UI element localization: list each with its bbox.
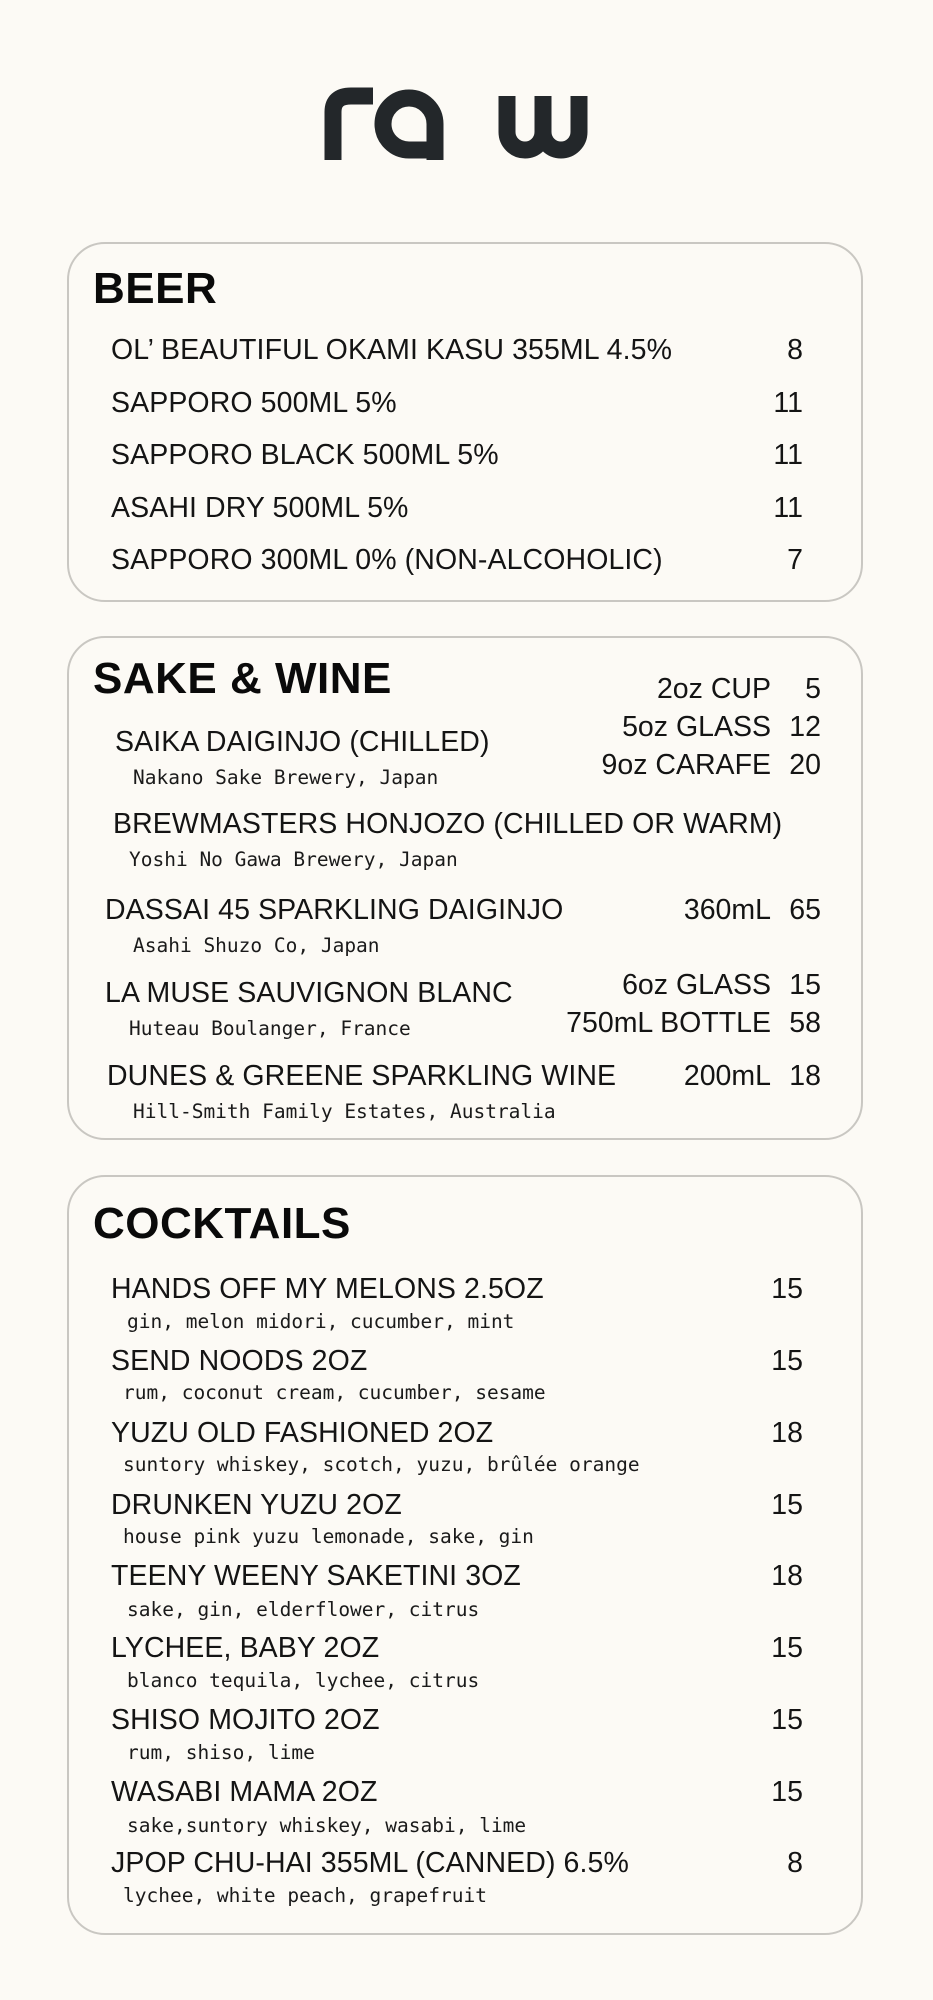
item-price: 8 xyxy=(787,334,803,366)
item-name: DUNES & GREENE SPARKLING WINE xyxy=(107,1060,617,1092)
section-title-beer: BEER xyxy=(93,264,218,313)
item-name: ASAHI DRY 500ML 5% xyxy=(111,492,409,524)
pour-option xyxy=(622,711,821,744)
option-price: 18 xyxy=(789,1060,821,1092)
raw-logo-wordmark xyxy=(317,60,617,170)
item-name: LYCHEE, BABY 2OZ xyxy=(111,1632,380,1664)
option-price: 65 xyxy=(789,894,821,926)
item-price: 15 xyxy=(771,1489,803,1521)
pour-size: 5oz GLASS xyxy=(622,711,771,743)
logo-text xyxy=(0,60,1,61)
item-price: 15 xyxy=(771,1273,803,1305)
pour-option xyxy=(657,673,821,706)
item-price: 18 xyxy=(771,1417,803,1449)
item-option xyxy=(622,969,821,1002)
item-origin: Yoshi No Gawa Brewery, Japan xyxy=(129,848,458,871)
item-origin: Asahi Shuzo Co, Japan xyxy=(133,934,380,957)
item-price: 15 xyxy=(771,1345,803,1377)
item-price: 11 xyxy=(773,387,803,419)
item-ingredients: gin, melon midori, cucumber, mint xyxy=(127,1310,515,1333)
item-origin: Huteau Boulanger, France xyxy=(129,1017,411,1040)
item-name: HANDS OFF MY MELONS 2.5OZ xyxy=(111,1273,544,1305)
item-price: 15 xyxy=(771,1632,803,1664)
raw-logo xyxy=(0,60,933,170)
item-ingredients: sake,suntory whiskey, wasabi, lime xyxy=(127,1814,527,1837)
section-title-sake-wine: SAKE & WINE xyxy=(93,654,392,703)
option-price: 58 xyxy=(789,1007,821,1039)
item-name: OL’ BEAUTIFUL OKAMI KASU 355ML 4.5% xyxy=(111,334,673,366)
item-option xyxy=(566,1007,821,1040)
item-name: YUZU OLD FASHIONED 2OZ xyxy=(111,1417,494,1449)
item-origin: Hill-Smith Family Estates, Australia xyxy=(133,1100,556,1123)
item-name: DRUNKEN YUZU 2OZ xyxy=(111,1489,402,1521)
pour-size: 2oz CUP xyxy=(656,673,771,705)
item-name: SEND NOODS 2OZ xyxy=(111,1345,368,1377)
option-price: 15 xyxy=(789,969,821,1001)
item-name: WASABI MAMA 2OZ xyxy=(111,1776,378,1808)
item-ingredients: sake, gin, elderflower, citrus xyxy=(127,1598,480,1621)
beer-section xyxy=(67,242,863,602)
pour-option xyxy=(602,749,821,782)
item-option xyxy=(684,1060,821,1093)
item-ingredients: rum, coconut cream, cucumber, sesame xyxy=(123,1381,546,1404)
item-price: 7 xyxy=(787,544,803,576)
pour-price: 20 xyxy=(789,749,821,781)
pour-price: 5 xyxy=(805,673,821,705)
item-price: 15 xyxy=(771,1776,803,1808)
item-ingredients: house pink yuzu lemonade, sake, gin xyxy=(123,1525,534,1548)
item-ingredients: lychee, white peach, grapefruit xyxy=(123,1884,487,1907)
sake-wine-section xyxy=(67,636,863,1140)
item-ingredients: rum, shiso, lime xyxy=(127,1741,315,1764)
item-origin: Nakano Sake Brewery, Japan xyxy=(133,766,439,789)
item-ingredients: blanco tequila, lychee, citrus xyxy=(127,1669,480,1692)
item-price: 8 xyxy=(787,1847,803,1879)
item-name: JPOP CHU-HAI 355ML (CANNED) 6.5% xyxy=(111,1847,629,1879)
item-name: SAPPORO 300ML 0% (NON-ALCOHOLIC) xyxy=(111,544,663,576)
pour-price: 12 xyxy=(789,711,821,743)
cocktails-section xyxy=(67,1175,863,1935)
item-name: SHISO MOJITO 2OZ xyxy=(111,1704,380,1736)
item-name: TEENY WEENY SAKETINI 3OZ xyxy=(111,1560,521,1592)
item-ingredients: suntory whiskey, scotch, yuzu, brûlée orange xyxy=(123,1453,640,1476)
option-size: 6oz GLASS xyxy=(622,969,771,1001)
item-name: SAPPORO BLACK 500ML 5% xyxy=(111,439,499,471)
item-name: SAIKA DAIGINJO (CHILLED) xyxy=(115,726,490,758)
item-price: 11 xyxy=(773,439,803,471)
item-name: LA MUSE SAUVIGNON BLANC xyxy=(105,977,513,1009)
item-price: 15 xyxy=(771,1704,803,1736)
item-name: DASSAI 45 SPARKLING DAIGINJO xyxy=(105,894,564,926)
item-name: SAPPORO 500ML 5% xyxy=(111,387,397,419)
option-size: 200mL xyxy=(683,1060,771,1092)
pour-size: 9oz CARAFE xyxy=(601,749,771,781)
option-size: 750mL BOTTLE xyxy=(566,1007,771,1039)
section-title-cocktails: COCKTAILS xyxy=(93,1199,351,1248)
item-price: 18 xyxy=(771,1560,803,1592)
option-size: 360mL xyxy=(683,894,771,926)
item-name: BREWMASTERS HONJOZO (CHILLED OR WARM) xyxy=(113,808,783,840)
item-price: 11 xyxy=(773,492,803,524)
item-option xyxy=(684,894,821,927)
